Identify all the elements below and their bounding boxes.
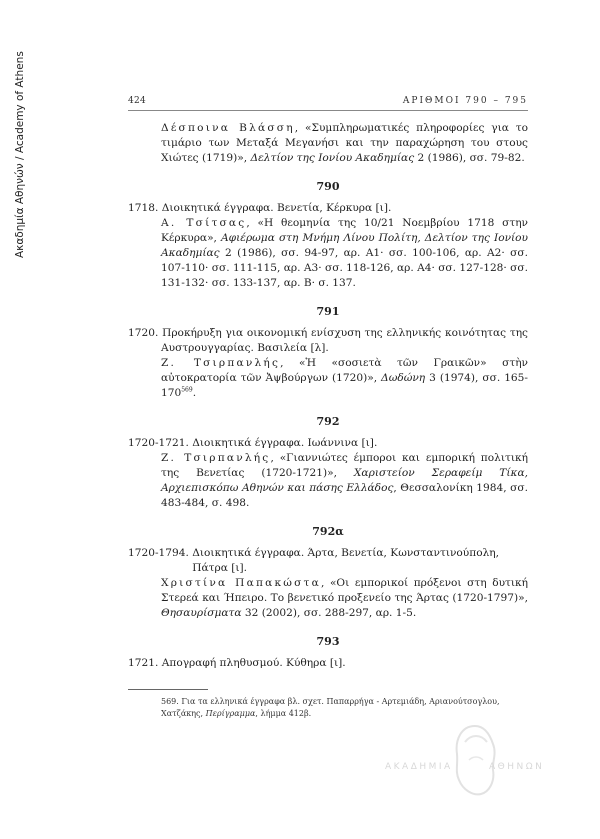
- entry-year: 1720-1721.: [128, 437, 189, 449]
- entry-year: 1721.: [128, 657, 159, 669]
- entry-reference: [128, 576, 528, 621]
- entry-title: Διοικητικά έγγραφα. Βενετία, Κέρκυρα [ι].: [161, 202, 392, 214]
- footnote-tail: , λήμμα 412β.: [255, 709, 312, 718]
- entry-author: Χριστίνα Παπακώστα: [161, 577, 321, 589]
- watermark-right-text: ΑΘΗΝΩΝ: [489, 762, 545, 772]
- entry-text: , «Ἡ «σοσιετὰ τῶν Γραικῶν» στὴν αὐτοκρατορία τῶν Ἀψβούργων (1720)»,: [161, 357, 528, 384]
- section-number: 791: [316, 305, 340, 318]
- intro-journal: Δελτίον της Ιονίου Ακαδημίας: [250, 152, 415, 164]
- intro-author: Δέσποινα Βλάσση: [161, 122, 295, 134]
- footnote-ref[interactable]: 569: [181, 386, 193, 394]
- section-number: 792α: [312, 525, 344, 538]
- footnote-divider: [128, 689, 208, 690]
- entry-tail: 32 (2002), σσ. 288-297, αρ. 1-5.: [241, 607, 417, 619]
- entry-journal: Χαριστείον Σεραφείμ Τίκα, Αρχιεπισκόπω Αθηνών και πάσης Ελλάδος: [161, 467, 528, 494]
- entry-text: , «Γιαννιώτες έμποροι και εμπορική πολιτική της Βενετίας (1720-1721)»,: [161, 452, 528, 479]
- entry-year: 1718.: [128, 202, 159, 214]
- entry-author: Ζ. Τσιρπανλής: [161, 357, 281, 369]
- section-number: 790: [316, 180, 340, 193]
- entry-text: , «Οι εμπορικοί πρόξενοι στη δυτική Στερεά και Ήπειρο. Το βενετικό προξενείο της Άρτας (1720-1797)»,: [161, 577, 528, 604]
- archive-label-text: Ακαδημία Αθηνών / Academy of Athens: [14, 51, 26, 258]
- entry-author: Ζ. Τσιρπανλής: [161, 452, 271, 464]
- entry-heading: [128, 436, 528, 451]
- footnote-journal: Περίγραμμα: [205, 709, 256, 718]
- intro-text: , «Συμπληρωματικές πληροφορίες για το τιμάριο των Μεταξά Μεγανήσι και την παραχώρηση του στους Χιώτες (1719)»,: [161, 122, 528, 164]
- entry-journal: Δωδώνη: [381, 372, 426, 384]
- athena-head-icon: [445, 720, 505, 800]
- entry-title: Διοικητικά έγγραφα. Ιωάννινα [ι].: [192, 437, 378, 449]
- section-number: 792: [316, 415, 340, 428]
- entry-author: Α. Τσίτσας: [161, 217, 247, 229]
- academy-watermark: [385, 720, 545, 810]
- entry-tail-end: .: [192, 387, 197, 399]
- watermark-left-text: ΑΚΑΔΗΜΙΑ: [385, 762, 453, 772]
- entry-heading: [128, 546, 528, 576]
- entry-reference: [128, 216, 528, 291]
- entry-heading: [128, 326, 528, 356]
- entry-tail: 2 (1986), σσ. 94-97, αρ. Α1· σσ. 100-106, αρ. Α2· σσ. 107-110· σσ. 111-115, αρ. Α3· σσ. 118-126, αρ. Α4· σσ. 127-128· σσ. 131-132· σσ. 133-137, αρ. Β· σ. 137.: [161, 247, 528, 289]
- entry-year: 1720.: [128, 327, 159, 339]
- document-page: [128, 96, 528, 720]
- entry-tail: 3 (1974), σσ. 165-170: [161, 372, 528, 399]
- entry-title: Απογραφή πληθυσμού. Κύθηρα [ι].: [161, 657, 346, 669]
- entry-journal: Αφιέρωμα στη Μνήμη Λίνου Πολίτη, Δελτίον της Ιονίου Ακαδημίας: [161, 232, 528, 259]
- footnote: [128, 696, 528, 720]
- entry-reference: [128, 356, 528, 401]
- entry-text: , «Η θεομηνία της 10/21 Νοεμβρίου 1718 στην Κέρκυρα»,: [161, 217, 528, 244]
- entry-title: Προκήρυξη για οικονομική ενίσχυση της ελληνικής κοινότητας της Αυστρουγγαρίας. Βασιλεία [λ].: [161, 327, 528, 354]
- entry-journal: Θησαυρίσματα: [161, 607, 242, 619]
- archive-side-label: [14, 18, 28, 258]
- entry-reference: [128, 451, 528, 511]
- section-number: 793: [316, 635, 340, 648]
- running-header: [128, 96, 528, 111]
- intro-reference: [128, 121, 528, 166]
- footnote-number: 569.: [161, 697, 179, 706]
- entry-year: 1720-1794.: [128, 547, 189, 559]
- entry-tail: , Θεσσαλονίκη 1984, σσ. 483-484, σ. 498.: [161, 482, 528, 509]
- footnote-text: Για τα ελληνικά έγγραφα βλ. σχετ. Παπαρρήγα - Αρτεμιάδη, Αριανούτσογλου, Χατζάκης,: [161, 697, 500, 718]
- entry-heading: [128, 201, 528, 216]
- section-range: ΑΡΙΘΜΟΙ 790 – 795: [402, 96, 528, 106]
- entry-title: Διοικητικά έγγραφα. Άρτα, Βενετία, Κωνσταντινούπολη, Πάτρα [ι].: [192, 547, 500, 574]
- intro-tail: 2 (1986), σσ. 79-82.: [414, 152, 525, 164]
- entry-heading: [128, 656, 528, 671]
- page-number: 424: [128, 96, 147, 106]
